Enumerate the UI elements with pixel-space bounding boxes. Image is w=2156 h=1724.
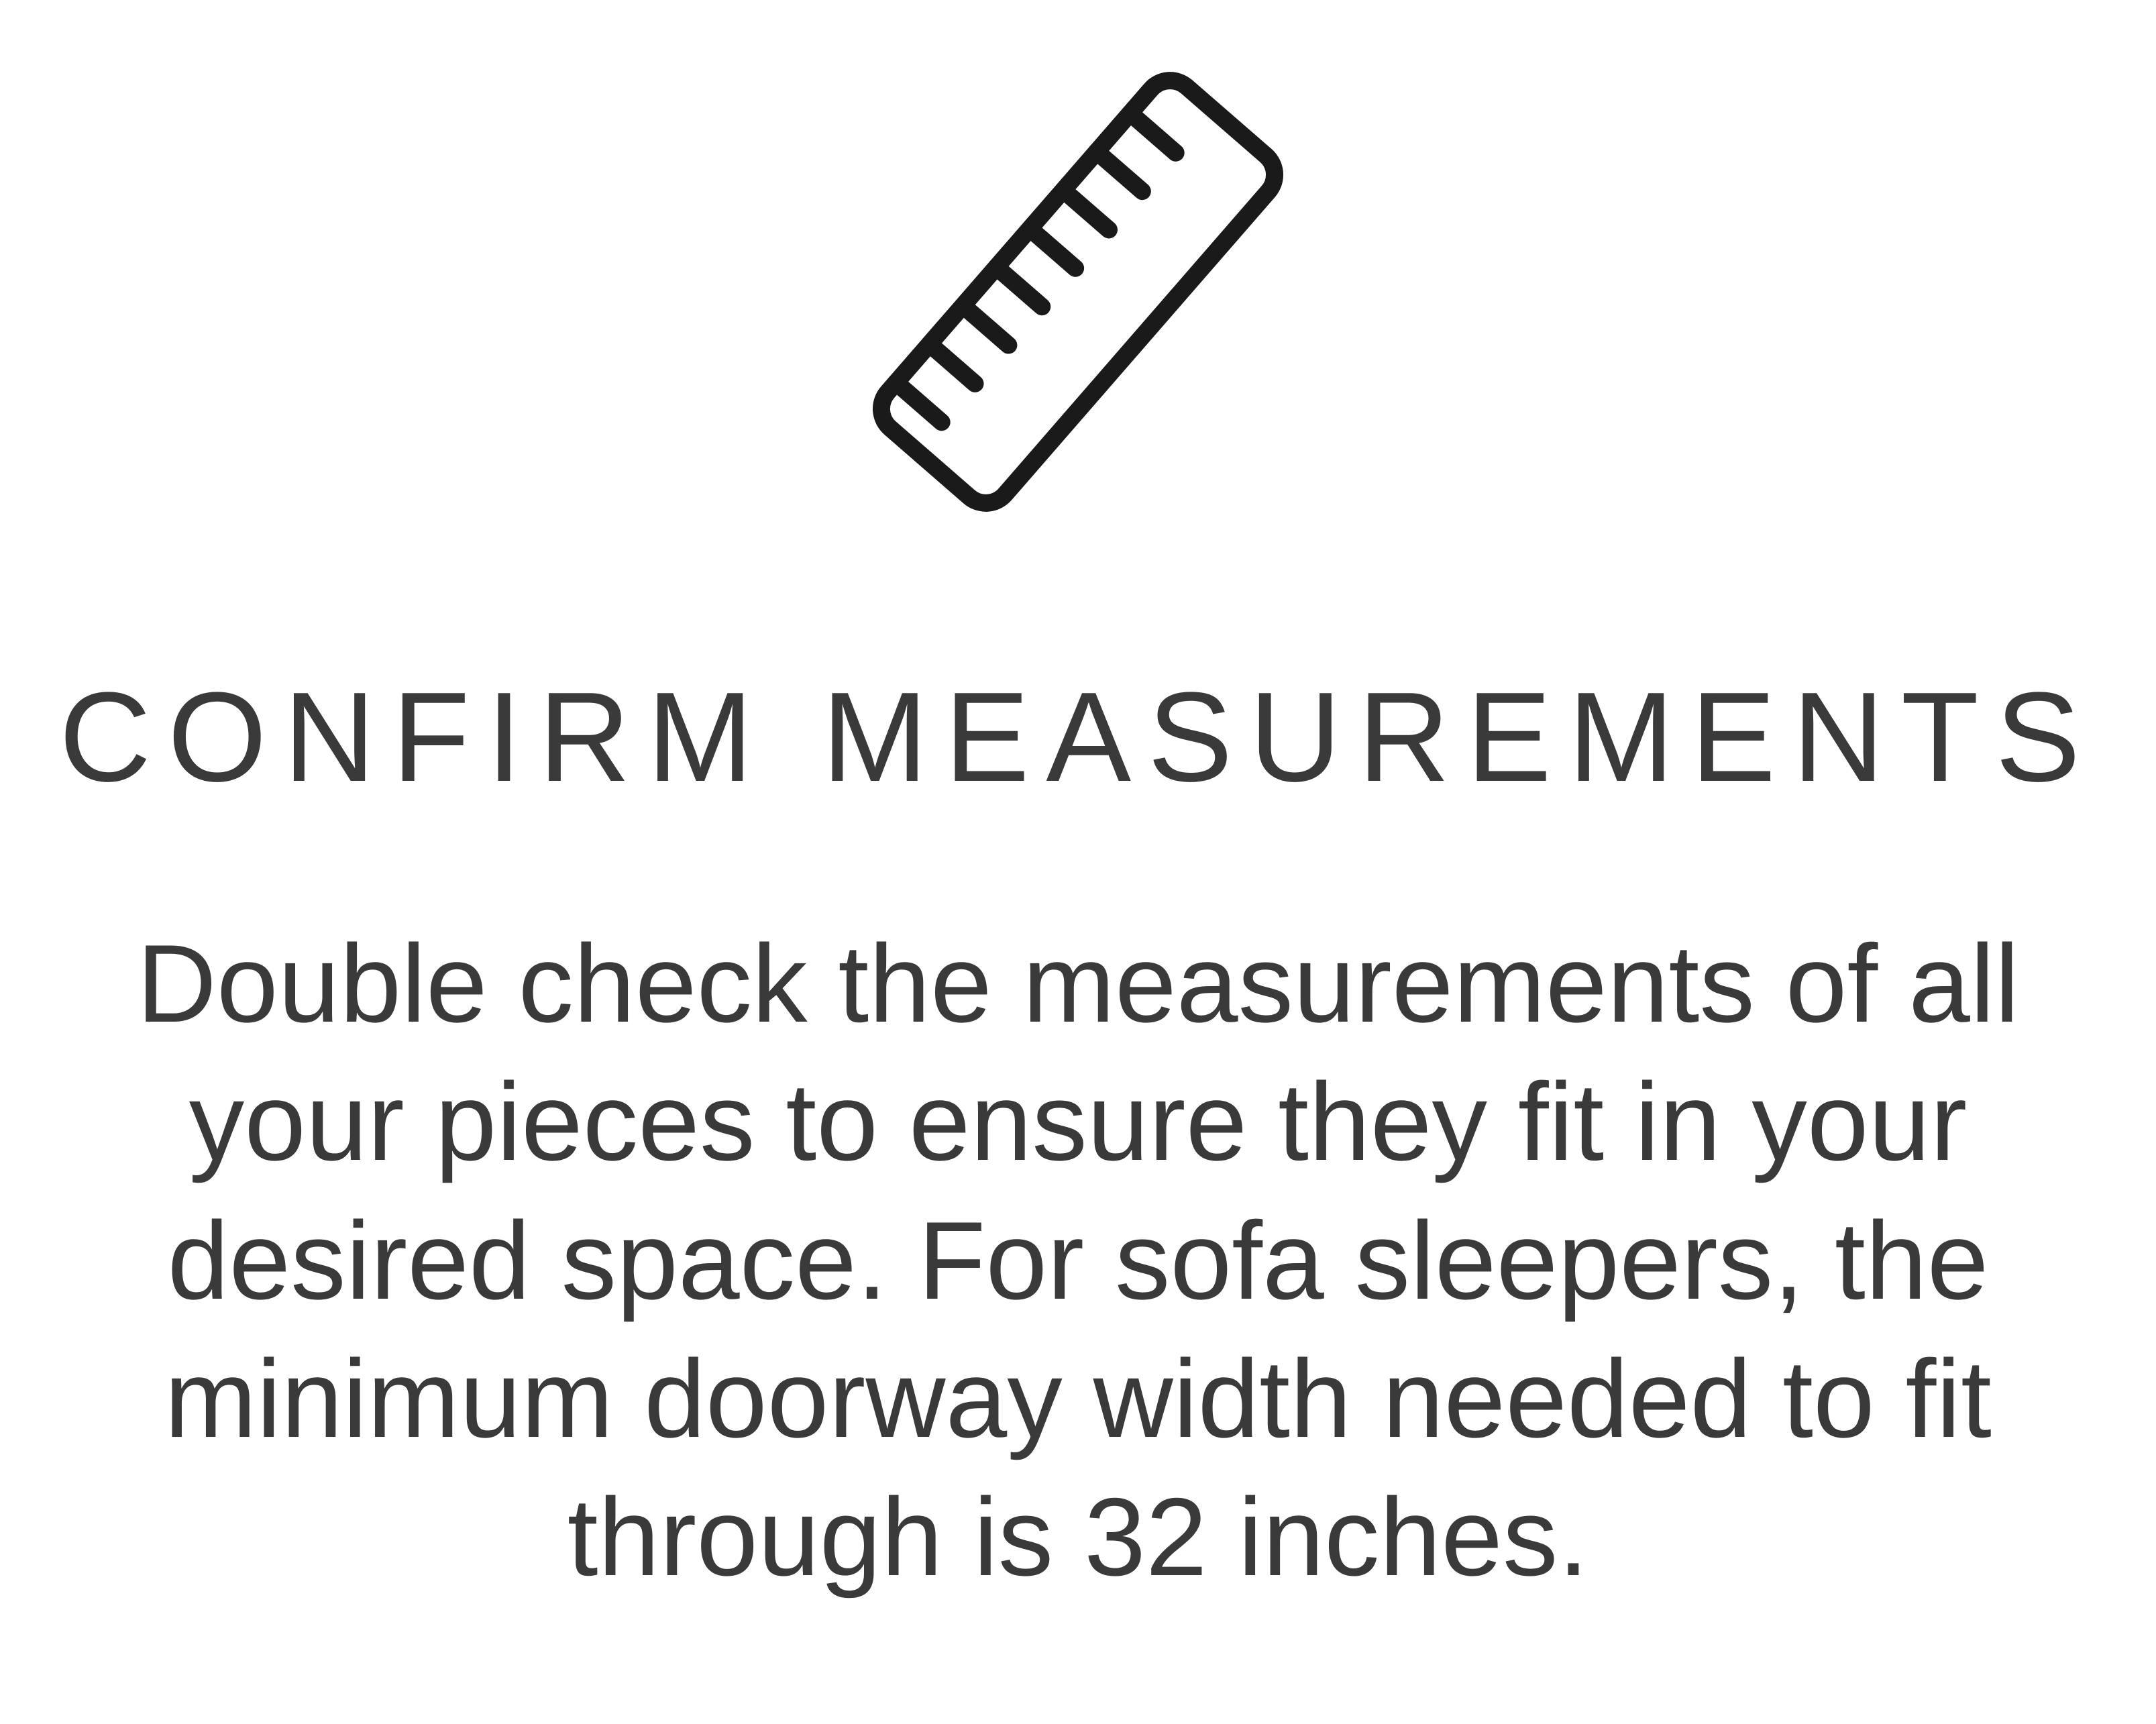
- section-description: Double check the measurements of all your pieces to ensure they fit in your desired space. For sofa sleepers, the minimum doorway width needed to fit through is 32 inches.: [136, 922, 2020, 1599]
- ruler-tick: [1097, 152, 1142, 191]
- ruler-body: [871, 70, 1285, 514]
- ruler-tick: [930, 344, 975, 384]
- ruler-icon-container: [850, 47, 1306, 537]
- ruler-tick: [963, 305, 1008, 345]
- ruler-icon: [850, 47, 1306, 537]
- ruler-tick: [996, 267, 1042, 307]
- ruler-tick: [1063, 190, 1109, 229]
- section-title: CONFIRM MEASUREMENTS: [59, 666, 2097, 808]
- ruler-tick: [896, 382, 942, 422]
- ruler-tick: [1130, 113, 1176, 153]
- ruler-tick: [1030, 229, 1075, 268]
